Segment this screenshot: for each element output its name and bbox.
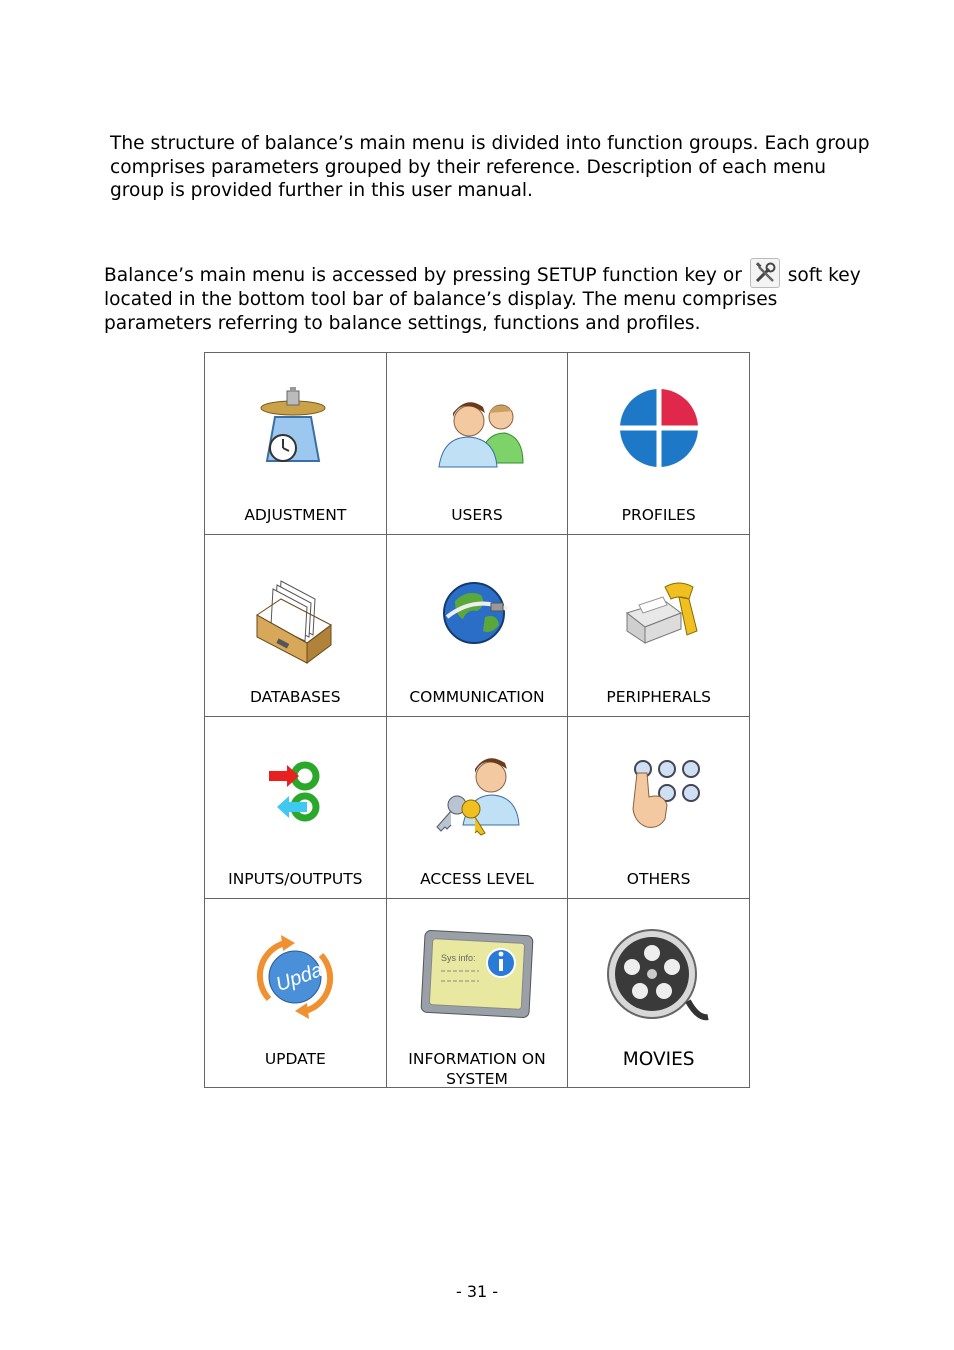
film-reel-icon (604, 929, 714, 1029)
setup-tools-icon (750, 258, 780, 288)
menu-label: USERS (451, 506, 503, 524)
menu-item-communication[interactable] (386, 535, 568, 717)
page-number: - 31 - (455, 1282, 499, 1301)
menu-item-databases[interactable] (205, 535, 387, 717)
menu-item-movies[interactable] (568, 899, 750, 1088)
menu-item-peripherals[interactable] (568, 535, 750, 717)
menu-item-users[interactable] (386, 353, 568, 535)
menu-item-information-on-system[interactable] (386, 899, 568, 1088)
menu-label: OTHERS (626, 870, 691, 888)
system-info-icon (417, 929, 537, 1029)
menu-label: ACCESS LEVEL (420, 870, 534, 888)
printer-scanner-icon (609, 565, 709, 665)
update-icon (245, 929, 345, 1029)
menu-label: MOVIES (622, 1049, 695, 1070)
menu-label: INPUTS/OUTPUTS (228, 870, 363, 888)
globe-icon (427, 565, 527, 665)
inputs-outputs-icon (245, 747, 345, 847)
databases-icon (245, 565, 345, 665)
menu-label: PROFILES (621, 506, 696, 524)
keypad-icon (609, 747, 709, 847)
menu-item-others[interactable] (568, 717, 750, 899)
menu-item-adjustment[interactable] (205, 353, 387, 535)
main-menu-grid (204, 352, 750, 1088)
menu-label: DATABASES (250, 688, 341, 706)
access-text-before: Balance’s main menu is accessed by pressing SETUP function key or (104, 265, 742, 286)
menu-item-access-level[interactable] (386, 717, 568, 899)
sys-info-text: Sys info: (440, 953, 476, 963)
profiles-icon (609, 383, 709, 483)
menu-item-inputs-outputs[interactable] (205, 717, 387, 899)
scale-icon (245, 383, 345, 483)
svg-text:Upda: Upda (273, 959, 326, 997)
menu-label: PERIPHERALS (606, 688, 711, 706)
menu-item-profiles[interactable] (568, 353, 750, 535)
menu-item-update[interactable] (205, 899, 387, 1088)
access-paragraph (104, 258, 874, 335)
menu-label: INFORMATION ON SYSTEM (408, 1050, 546, 1088)
access-text-after: soft key located in the bottom tool bar of balance’s display. The menu comprises parameters referring to balance settings, functions and profiles. (104, 265, 861, 334)
menu-label: ADJUSTMENT (244, 506, 347, 524)
menu-label: UPDATE (264, 1050, 326, 1068)
access-keys-icon (427, 747, 527, 847)
users-icon (427, 383, 527, 483)
menu-label: COMMUNICATION (409, 688, 545, 706)
intro-paragraph: The structure of balance’s main menu is divided into function groups. Each group comprises parameters grouped by their reference. Description of each menu group is provided further in this user manual. (110, 133, 870, 201)
